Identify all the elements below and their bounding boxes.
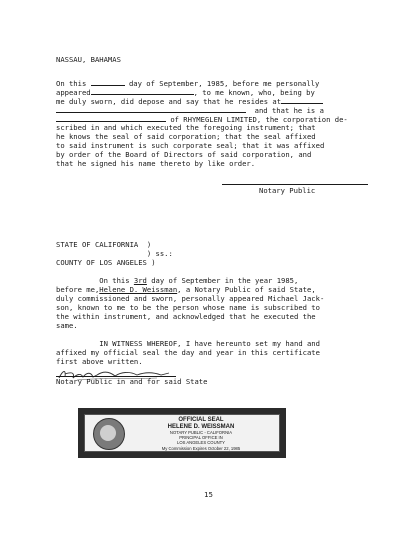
day-filled: 3rd <box>133 276 147 285</box>
notary-seal-stamp <box>78 408 286 458</box>
title-blank <box>56 114 166 122</box>
state-notary-label: Notary Public in and for said State <box>56 377 208 386</box>
nassau-line-3: me duly sworn, did depose and say that he resides at <box>56 96 323 106</box>
state-seal-emblem-icon <box>93 418 125 450</box>
seal-name: HELENE D. WEISSMAN <box>167 423 235 430</box>
witness-line-1: IN WITNESS WHEREOF, I have hereunto set my hand and <box>56 339 320 348</box>
nassau-line-2: appeared , to me known, who, being by <box>56 88 315 97</box>
county-heading: COUNTY OF LOS ANGELES ) <box>56 258 156 267</box>
nassau-line-8: to said instrument is such corporate seal; that it was affixed <box>56 141 325 150</box>
place-heading: NASSAU, BAHAMAS <box>56 55 121 64</box>
california-line-5: the within instrument, and acknowledged that he executed the <box>56 312 316 321</box>
notary-public-label: Notary Public <box>259 186 316 195</box>
seal-line-3: LOS ANGELES COUNTY <box>177 440 225 446</box>
california-line-2: before me,Helene D. Weissman, a Notary Public of said State, <box>56 285 316 294</box>
notary-name: Helene D. Weissman <box>99 285 178 294</box>
appeared-blank <box>91 87 194 95</box>
day-blank <box>91 78 125 86</box>
witness-line-2: affixed my official seal the day and year in this certificate <box>56 348 320 357</box>
nassau-line-6: scribed in and which executed the foregoing instrument; that <box>56 123 316 132</box>
residence-blank-2 <box>56 105 246 113</box>
nassau-line-4: and that he is a <box>56 105 324 115</box>
seal-title: OFFICIAL SEAL <box>178 417 224 423</box>
witness-line-3: first above written. <box>56 357 143 366</box>
notary-signature-line <box>222 184 368 185</box>
nassau-line-9: by order of the Board of Directors of said corporation, and <box>56 150 312 159</box>
seal-line-1: NOTARY PUBLIC - CALIFORNIA <box>169 430 233 435</box>
state-heading: STATE OF CALIFORNIA ) <box>56 240 152 249</box>
california-line-1: On this 3rd day of September in the year 1985, <box>56 276 299 285</box>
california-line-6: same. <box>56 321 78 330</box>
nassau-line-10: that he signed his name thereto by like order. <box>56 159 256 168</box>
california-line-4: son, known to me to be the person whose name is subscribed to <box>56 303 320 312</box>
seal-line-2: PRINCIPAL OFFICE IN <box>179 435 223 441</box>
nassau-line-5: of RHYMEGLEN LIMITED, the corporation de- <box>56 114 348 124</box>
ss-mark: ) ss.: <box>56 249 173 258</box>
residence-blank <box>281 96 323 104</box>
nassau-line-7: he knows the seal of said corporation; that the seal affixed <box>56 132 316 141</box>
seal-line-4: My Commission Expires October 22, 1985 <box>161 445 241 451</box>
california-line-3: duly commissioned and sworn, personally appeared Michael Jack- <box>56 294 325 303</box>
nassau-line-1: On this day of September, 1985, before me personally <box>56 79 320 88</box>
page-number: 15 <box>204 490 213 499</box>
